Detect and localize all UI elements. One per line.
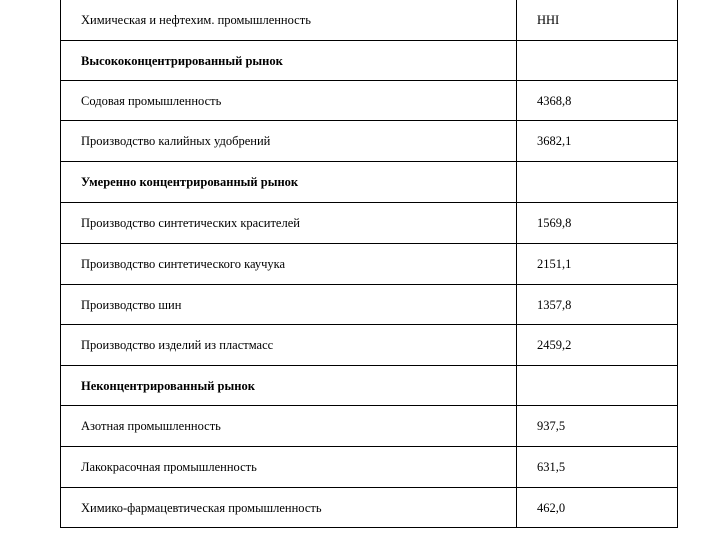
- industry-cell: Производство изделий из пластмасс: [61, 325, 517, 366]
- section-label: Неконцентрированный рынок: [61, 366, 517, 406]
- section-row-unconcentrated: [61, 366, 678, 406]
- industry-cell: Азотная промышленность: [61, 406, 517, 447]
- hhi-value-cell: 1357,8: [517, 285, 678, 325]
- section-label: Высококонцентрированный рынок: [61, 41, 517, 81]
- table-row: [61, 244, 678, 285]
- table-row: [61, 285, 678, 325]
- hhi-table: [60, 0, 678, 528]
- section-label: Умеренно концентрированный рынок: [61, 162, 517, 203]
- industry-cell: Производство шин: [61, 285, 517, 325]
- table-row: [61, 203, 678, 244]
- section-value-cell: [517, 366, 678, 406]
- table-row: [61, 81, 678, 121]
- table-row: [61, 121, 678, 162]
- hhi-value-cell: 2459,2: [517, 325, 678, 366]
- hhi-value-cell: 4368,8: [517, 81, 678, 121]
- industry-cell: Производство синтетического каучука: [61, 244, 517, 285]
- table-row: [61, 447, 678, 488]
- industry-cell: Содовая промышленность: [61, 81, 517, 121]
- industry-cell: Производство синтетических красителей: [61, 203, 517, 244]
- header-hhi-cell: HHI: [517, 0, 678, 41]
- industry-cell: Химико-фармацевтическая промышленность: [61, 488, 517, 528]
- table-row: [61, 488, 678, 528]
- industry-cell: Лакокрасочная промышленность: [61, 447, 517, 488]
- header-industry-cell: Химическая и нефтехим. промышленность: [61, 0, 517, 41]
- hhi-value-cell: 462,0: [517, 488, 678, 528]
- hhi-value-cell: 1569,8: [517, 203, 678, 244]
- industry-cell: Производство калийных удобрений: [61, 121, 517, 162]
- table-row: [61, 406, 678, 447]
- hhi-value-cell: 937,5: [517, 406, 678, 447]
- section-row-moderate: [61, 162, 678, 203]
- section-value-cell: [517, 162, 678, 203]
- table-header-row: [61, 0, 678, 41]
- section-row-high: [61, 41, 678, 81]
- table-row: [61, 325, 678, 366]
- hhi-value-cell: 631,5: [517, 447, 678, 488]
- hhi-value-cell: 3682,1: [517, 121, 678, 162]
- hhi-value-cell: 2151,1: [517, 244, 678, 285]
- section-value-cell: [517, 41, 678, 81]
